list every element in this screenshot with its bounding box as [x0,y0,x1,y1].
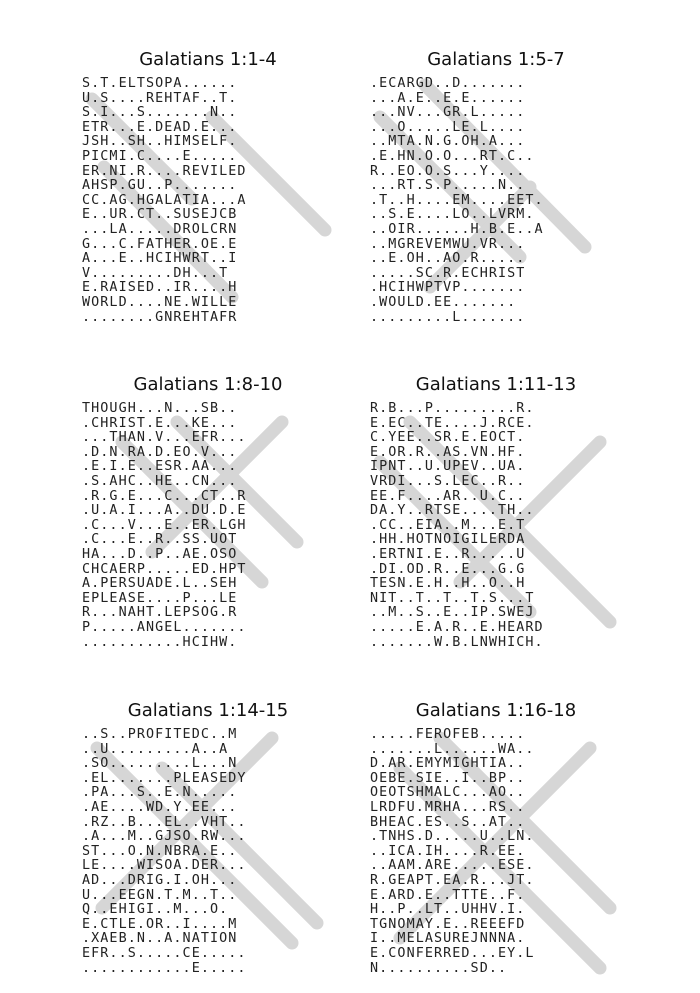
grid-row: CC.AG.HGALATIA...A [82,192,247,208]
grid-row: .E.HN.O.O...RT.C.. [370,148,535,164]
letter-grid [82,402,338,650]
grid-row: .....FEROFEB..... [370,727,526,742]
puzzle-title: Galatians 1:5-7 [427,49,565,70]
grid-row: ..ICA.IH....R.EE. [370,843,526,859]
grid-row: ...NV...GR.L..... [370,105,526,121]
grid-row: ..MTA.N.G.OH.A... [370,134,526,150]
letter-grid [370,402,626,650]
grid-row: NIT..T..T..T.S...T [370,590,535,606]
letter-grid [370,728,626,976]
grid-row: E.OR.R..AS.VN.HF. [370,444,526,460]
grid-row: E.RAISED..IR....H [82,280,238,296]
puzzle-galatians-1-11-13 [366,374,626,650]
grid-row: P.....ANGEL....... [82,619,247,635]
grid-row: ...LA.....DROLCRN [82,221,238,237]
grid-row: .ECARGD..D....... [370,76,526,91]
grid-row: AHSP.GU..P....... [82,178,238,194]
puzzle-title: Galatians 1:14-15 [127,700,289,721]
grid-row: ...........HCIHW. [82,634,238,650]
letter-grid [82,77,338,325]
grid-row: C.YEE..SR.E.EOCT. [370,430,526,446]
grid-row: .SO.........L...N [82,756,238,772]
grid-row: .HH.HOTNOIGILERDA [370,532,526,548]
grid-row: CHCAERP.....ED.HPT [82,561,247,577]
grid-row: LE....WISOA.DER... [82,858,247,874]
grid-row: D.AR.EMYMIGHTIA.. [370,756,526,772]
grid-row: E.EC..TE....J.RCE. [370,415,535,431]
grid-row: A.PERSUADE.L..SEH [82,576,238,592]
grid-row: E..UR.CT..SUSEJCB [82,207,238,223]
grid-row: ...O.....LE.L.... [370,119,526,135]
grid-row: U...EEGN.T.M..T.. [82,887,238,903]
puzzle-title: Galatians 1:11-13 [415,374,577,395]
grid-row: ..M..S..E..IP.SWEJ [370,605,535,621]
grid-row: .E.I.E..ESR.AA... [82,459,238,475]
grid-row: .........L....... [370,309,526,325]
grid-row: ...A.E..E.E...... [370,90,526,106]
grid-letters [82,402,338,650]
grid-row: .CC..EIA..M...E.T [370,517,526,533]
grid-row: TESN.E.H..H..O..H [370,576,526,592]
grid-row: ..S.E....LO..LVRM. [370,207,535,223]
grid-row: LRDFU.MRHA...RS.. [370,799,526,815]
grid-row: G...C.FATHER.OE.E [82,236,238,252]
grid-letters [82,77,338,325]
grid-row: .U.A.I...A..DU.D.E [82,503,247,519]
grid-row: ..S..PROFITEDC..M [82,727,238,742]
grid-row: EE.F....AR..U.C.. [370,488,526,504]
grid-row: BHEAC.ES..S..AT.. [370,814,526,830]
grid-row: ..MGREVEMWU.VR... [370,236,526,252]
puzzle-galatians-1-14-15 [78,700,338,976]
grid-row: HA...D..P..AE.OSO [82,546,238,562]
grid-row: WORLD....NE.WILLE [82,294,238,310]
grid-row: H..P..LT..UHHV.I. [370,902,526,918]
grid-row: .EL.......PLEASEDY [82,770,247,786]
grid-row: .CHRIST.E...KE... [82,415,238,431]
letter-grid [370,77,626,325]
grid-row: IPNT..U.UPEV..UA. [370,459,526,475]
grid-row: V.........DH...T [82,265,229,281]
grid-row: JSH..SH..HIMSELF. [82,134,238,150]
grid-row: VRDI...S.LEC..R.. [370,473,526,489]
puzzle-galatians-1-8-10 [78,374,338,650]
grid-row: U.S....REHTAF..T. [82,90,238,106]
grid-row: ETR...E.DEAD.E... [82,119,238,135]
grid-row: .PA...S..E.N..... [82,785,238,801]
grid-row: ..AAM.ARE.....ESE. [370,858,535,874]
grid-row: .TNHS.D.....U..LN. [370,829,535,845]
grid-row: R.B...P.........R. [370,401,535,416]
grid-row: .HCIHWPTVP....... [370,280,526,296]
grid-row: .....SC.R.ECHRIST [370,265,526,281]
grid-row: ST...O.N.NBRA.E.. [82,843,238,859]
puzzle-galatians-1-16-18 [366,700,626,976]
grid-row: .D.N.RA.D.EO.V... [82,444,238,460]
grid-row: E.ARD.E..TTTE..F. [370,887,526,903]
puzzle-title: Galatians 1:1-4 [139,49,277,70]
grid-row: ...THAN.V...EFR... [82,430,247,446]
grid-row: .......W.B.LNWHICH. [370,634,544,650]
grid-row: AD...DRIG.I.OH... [82,872,238,888]
grid-row: R...NAHT.LEPSOG.R [82,605,238,621]
grid-row: S.T.ELTSOPA...... [82,76,238,91]
puzzle-title: Galatians 1:16-18 [415,700,577,721]
grid-row: .C...V...E..ER.LGH [82,517,247,533]
grid-row: E.CONFERRED...EY.L [370,945,535,961]
grid-row: TGNOMAY.E..REEEFD [370,916,526,932]
grid-row: .WOULD.EE....... [370,294,517,310]
grid-row: ............E..... [82,960,247,976]
grid-row: DA.Y..RTSE....TH.. [370,503,535,519]
grid-row: .AE....WD.Y.EE... [82,799,238,815]
puzzle-galatians-1-5-7 [366,49,626,325]
grid-row: .R.G.E...C...CT..R [82,488,247,504]
grid-row: .S.AHC..HE..CN... [82,473,238,489]
grid-row: R..EO.O.S...Y.... [370,163,526,179]
grid-row: ..OIR......H.B.E..A [370,221,544,237]
grid-row: R.GEAPT.EA.R...JT. [370,872,535,888]
grid-row: .DI.OD.R..E...G.G [370,561,526,577]
grid-row: ...RT.S.P.....N.. [370,178,526,194]
puzzle-galatians-1-1-4 [78,49,338,325]
grid-row: .C...E..R..SS.UOT [82,532,238,548]
grid-row: E.CTLE.OR..I....M [82,916,238,932]
grid-letters [370,728,626,976]
grid-row: ........GNREHTAFR [82,309,238,325]
grid-row: .ERTNI.E..R.....U [370,546,526,562]
grid-letters [82,728,338,976]
grid-letters [370,77,626,325]
grid-row: THOUGH...N...SB.. [82,401,238,416]
grid-row: .T..H....EM....EET. [370,192,544,208]
grid-row: ER.NI.R....REVILED [82,163,247,179]
grid-row: EPLEASE....P...LE [82,590,238,606]
grid-row: OEBE.SIE..I..BP.. [370,770,526,786]
grid-row: ..U.........A..A [82,741,229,757]
letter-grid [82,728,338,976]
grid-row: .A...M..GJSO.RW... [82,829,247,845]
grid-row: I..MELASUREJNNNA. [370,931,526,947]
puzzle-title: Galatians 1:8-10 [133,374,283,395]
grid-row: Q..EHIGI..M...O. [82,902,229,918]
grid-letters [370,402,626,650]
grid-row: EFR..S.....CE..... [82,945,247,961]
grid-row: A...E..HCIHWRT..I [82,251,238,267]
grid-row: S.I...S.......N.. [82,105,238,121]
grid-row: OEOTSHMALC...AO.. [370,785,526,801]
grid-row: PICMI.C....E..... [82,148,238,164]
grid-row: .RZ..B...EL..VHT.. [82,814,247,830]
grid-row: .....E.A.R..E.HEARD [370,619,544,635]
grid-row: ..E.OH..AO.R..... [370,251,526,267]
grid-row: .......L......WA.. [370,741,535,757]
grid-row: .XAEB.N..A.NATION [82,931,238,947]
grid-row: N..........SD.. [370,960,508,976]
